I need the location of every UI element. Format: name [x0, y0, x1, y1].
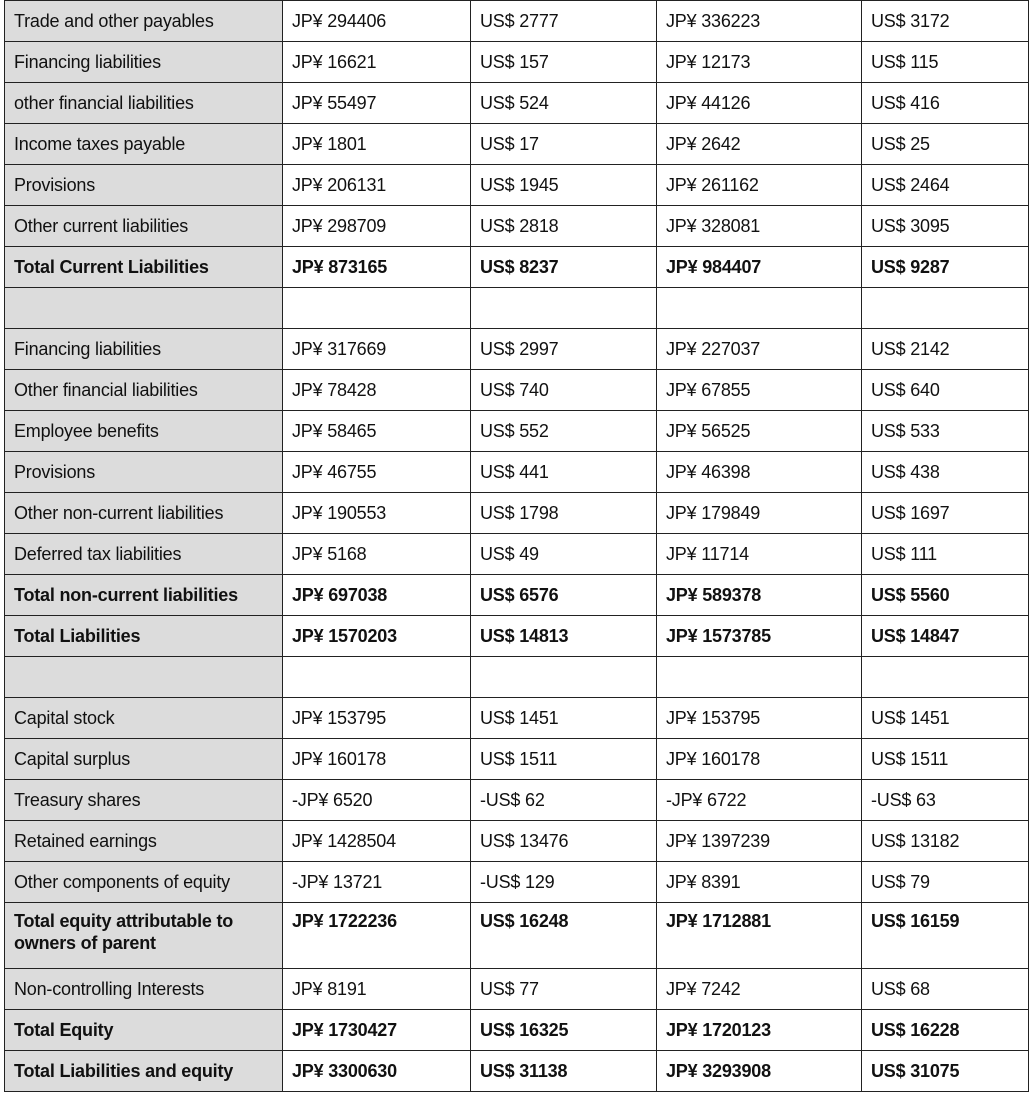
row-label: Total Liabilities and equity: [5, 1051, 283, 1092]
row-label: [5, 657, 283, 698]
table-body: [5, 1, 1029, 1092]
cell-usd-prior: US$ 1451: [862, 698, 1029, 739]
cell-jpy-current: [283, 657, 471, 698]
cell-usd-prior: US$ 14847: [862, 616, 1029, 657]
cell-jpy-current: -JP¥ 13721: [283, 862, 471, 903]
cell-usd-current: US$ 2997: [471, 329, 657, 370]
cell-usd-current: [471, 288, 657, 329]
row-label: Employee benefits: [5, 411, 283, 452]
table-row: [5, 42, 1029, 83]
cell-usd-prior: US$ 79: [862, 862, 1029, 903]
row-label: Financing liabilities: [5, 42, 283, 83]
cell-usd-prior: US$ 68: [862, 969, 1029, 1010]
cell-jpy-prior: JP¥ 56525: [657, 411, 862, 452]
cell-usd-current: US$ 1451: [471, 698, 657, 739]
cell-jpy-prior: JP¥ 1720123: [657, 1010, 862, 1051]
cell-usd-current: US$ 157: [471, 42, 657, 83]
table-row: [5, 370, 1029, 411]
cell-usd-prior: US$ 13182: [862, 821, 1029, 862]
cell-jpy-current: JP¥ 153795: [283, 698, 471, 739]
cell-usd-prior: US$ 16228: [862, 1010, 1029, 1051]
table-row: [5, 780, 1029, 821]
row-label: Total non-current liabilities: [5, 575, 283, 616]
cell-jpy-prior: JP¥ 227037: [657, 329, 862, 370]
cell-usd-prior: [862, 657, 1029, 698]
table-row: [5, 1, 1029, 42]
cell-jpy-prior: JP¥ 7242: [657, 969, 862, 1010]
cell-usd-prior: US$ 5560: [862, 575, 1029, 616]
table-row: [5, 165, 1029, 206]
cell-jpy-prior: JP¥ 1397239: [657, 821, 862, 862]
cell-jpy-prior: JP¥ 336223: [657, 1, 862, 42]
table-row: [5, 969, 1029, 1010]
cell-usd-prior: US$ 1697: [862, 493, 1029, 534]
cell-jpy-prior: -JP¥ 6722: [657, 780, 862, 821]
cell-usd-prior: US$ 31075: [862, 1051, 1029, 1092]
cell-usd-current: US$ 441: [471, 452, 657, 493]
cell-jpy-current: JP¥ 160178: [283, 739, 471, 780]
cell-jpy-prior: JP¥ 160178: [657, 739, 862, 780]
spacer-row: [5, 288, 1029, 329]
cell-jpy-current: JP¥ 1428504: [283, 821, 471, 862]
cell-usd-prior: US$ 640: [862, 370, 1029, 411]
cell-usd-current: US$ 740: [471, 370, 657, 411]
cell-jpy-current: JP¥ 190553: [283, 493, 471, 534]
balance-sheet: [4, 0, 1028, 1092]
cell-usd-prior: US$ 111: [862, 534, 1029, 575]
row-label: Provisions: [5, 452, 283, 493]
cell-usd-current: US$ 77: [471, 969, 657, 1010]
cell-jpy-prior: [657, 288, 862, 329]
cell-jpy-current: JP¥ 298709: [283, 206, 471, 247]
row-label: Capital stock: [5, 698, 283, 739]
cell-jpy-prior: [657, 657, 862, 698]
cell-jpy-prior: JP¥ 1712881: [657, 903, 862, 969]
cell-jpy-current: JP¥ 3300630: [283, 1051, 471, 1092]
cell-usd-current: US$ 13476: [471, 821, 657, 862]
cell-jpy-current: JP¥ 55497: [283, 83, 471, 124]
cell-jpy-current: -JP¥ 6520: [283, 780, 471, 821]
cell-jpy-prior: JP¥ 12173: [657, 42, 862, 83]
cell-usd-current: -US$ 129: [471, 862, 657, 903]
cell-usd-prior: US$ 416: [862, 83, 1029, 124]
cell-usd-prior: US$ 2464: [862, 165, 1029, 206]
spacer-row: [5, 657, 1029, 698]
cell-jpy-current: JP¥ 206131: [283, 165, 471, 206]
cell-jpy-current: JP¥ 8191: [283, 969, 471, 1010]
row-label: Other current liabilities: [5, 206, 283, 247]
row-label: Retained earnings: [5, 821, 283, 862]
cell-jpy-current: JP¥ 1722236: [283, 903, 471, 969]
cell-jpy-prior: JP¥ 67855: [657, 370, 862, 411]
cell-usd-prior: US$ 9287: [862, 247, 1029, 288]
row-label: Treasury shares: [5, 780, 283, 821]
cell-jpy-prior: JP¥ 2642: [657, 124, 862, 165]
cell-usd-current: US$ 1945: [471, 165, 657, 206]
cell-jpy-prior: JP¥ 8391: [657, 862, 862, 903]
row-label: Other components of equity: [5, 862, 283, 903]
cell-usd-current: US$ 1511: [471, 739, 657, 780]
total-row: [5, 247, 1029, 288]
cell-usd-current: [471, 657, 657, 698]
cell-jpy-current: JP¥ 873165: [283, 247, 471, 288]
total-row: [5, 1010, 1029, 1051]
cell-usd-current: US$ 552: [471, 411, 657, 452]
row-label: Capital surplus: [5, 739, 283, 780]
table-row: [5, 739, 1029, 780]
row-label: Other financial liabilities: [5, 370, 283, 411]
table-row: [5, 821, 1029, 862]
cell-jpy-prior: JP¥ 3293908: [657, 1051, 862, 1092]
cell-jpy-current: JP¥ 317669: [283, 329, 471, 370]
cell-jpy-current: JP¥ 16621: [283, 42, 471, 83]
table-row: [5, 862, 1029, 903]
cell-usd-current: US$ 17: [471, 124, 657, 165]
cell-jpy-prior: JP¥ 44126: [657, 83, 862, 124]
cell-jpy-current: JP¥ 294406: [283, 1, 471, 42]
cell-jpy-current: [283, 288, 471, 329]
cell-usd-current: US$ 31138: [471, 1051, 657, 1092]
table-row: [5, 698, 1029, 739]
cell-usd-prior: US$ 115: [862, 42, 1029, 83]
cell-usd-current: US$ 6576: [471, 575, 657, 616]
cell-jpy-prior: JP¥ 1573785: [657, 616, 862, 657]
row-label: Other non-current liabilities: [5, 493, 283, 534]
cell-usd-current: US$ 2818: [471, 206, 657, 247]
cell-usd-prior: US$ 25: [862, 124, 1029, 165]
row-label: Total equity attributable to owners of parent: [5, 903, 283, 969]
row-label: Deferred tax liabilities: [5, 534, 283, 575]
row-label: Non-controlling Interests: [5, 969, 283, 1010]
cell-usd-prior: US$ 438: [862, 452, 1029, 493]
table-row: [5, 329, 1029, 370]
cell-jpy-prior: JP¥ 984407: [657, 247, 862, 288]
row-label: Income taxes payable: [5, 124, 283, 165]
table-row: [5, 411, 1029, 452]
cell-jpy-current: JP¥ 697038: [283, 575, 471, 616]
row-label: Trade and other payables: [5, 1, 283, 42]
cell-jpy-prior: JP¥ 46398: [657, 452, 862, 493]
row-label: [5, 288, 283, 329]
total-row: [5, 575, 1029, 616]
cell-usd-prior: US$ 2142: [862, 329, 1029, 370]
cell-usd-current: US$ 524: [471, 83, 657, 124]
cell-jpy-prior: JP¥ 328081: [657, 206, 862, 247]
cell-usd-prior: US$ 533: [862, 411, 1029, 452]
cell-jpy-prior: JP¥ 261162: [657, 165, 862, 206]
total-row: [5, 903, 1029, 969]
table-row: [5, 452, 1029, 493]
row-label: Total Equity: [5, 1010, 283, 1051]
cell-usd-current: US$ 1798: [471, 493, 657, 534]
table-row: [5, 124, 1029, 165]
cell-usd-current: US$ 16325: [471, 1010, 657, 1051]
cell-usd-current: -US$ 62: [471, 780, 657, 821]
row-label: Total Liabilities: [5, 616, 283, 657]
cell-jpy-current: JP¥ 1801: [283, 124, 471, 165]
cell-usd-current: US$ 14813: [471, 616, 657, 657]
cell-jpy-current: JP¥ 58465: [283, 411, 471, 452]
cell-usd-prior: US$ 3095: [862, 206, 1029, 247]
cell-jpy-prior: JP¥ 11714: [657, 534, 862, 575]
cell-jpy-current: JP¥ 1730427: [283, 1010, 471, 1051]
cell-usd-prior: US$ 3172: [862, 1, 1029, 42]
table-row: [5, 83, 1029, 124]
table-row: [5, 534, 1029, 575]
cell-jpy-current: JP¥ 1570203: [283, 616, 471, 657]
cell-usd-current: US$ 8237: [471, 247, 657, 288]
table-row: [5, 206, 1029, 247]
total-row: [5, 616, 1029, 657]
cell-jpy-prior: JP¥ 153795: [657, 698, 862, 739]
cell-jpy-current: JP¥ 78428: [283, 370, 471, 411]
cell-jpy-prior: JP¥ 179849: [657, 493, 862, 534]
cell-usd-prior: [862, 288, 1029, 329]
row-label: other financial liabilities: [5, 83, 283, 124]
cell-usd-current: US$ 16248: [471, 903, 657, 969]
cell-usd-current: US$ 49: [471, 534, 657, 575]
cell-jpy-prior: JP¥ 589378: [657, 575, 862, 616]
liabilities-equity-table: [4, 0, 1029, 1092]
row-label: Financing liabilities: [5, 329, 283, 370]
row-label: Total Current Liabilities: [5, 247, 283, 288]
cell-usd-prior: US$ 1511: [862, 739, 1029, 780]
row-label: Provisions: [5, 165, 283, 206]
cell-usd-prior: -US$ 63: [862, 780, 1029, 821]
total-row: [5, 1051, 1029, 1092]
cell-usd-current: US$ 2777: [471, 1, 657, 42]
cell-jpy-current: JP¥ 5168: [283, 534, 471, 575]
cell-usd-prior: US$ 16159: [862, 903, 1029, 969]
cell-jpy-current: JP¥ 46755: [283, 452, 471, 493]
table-row: [5, 493, 1029, 534]
